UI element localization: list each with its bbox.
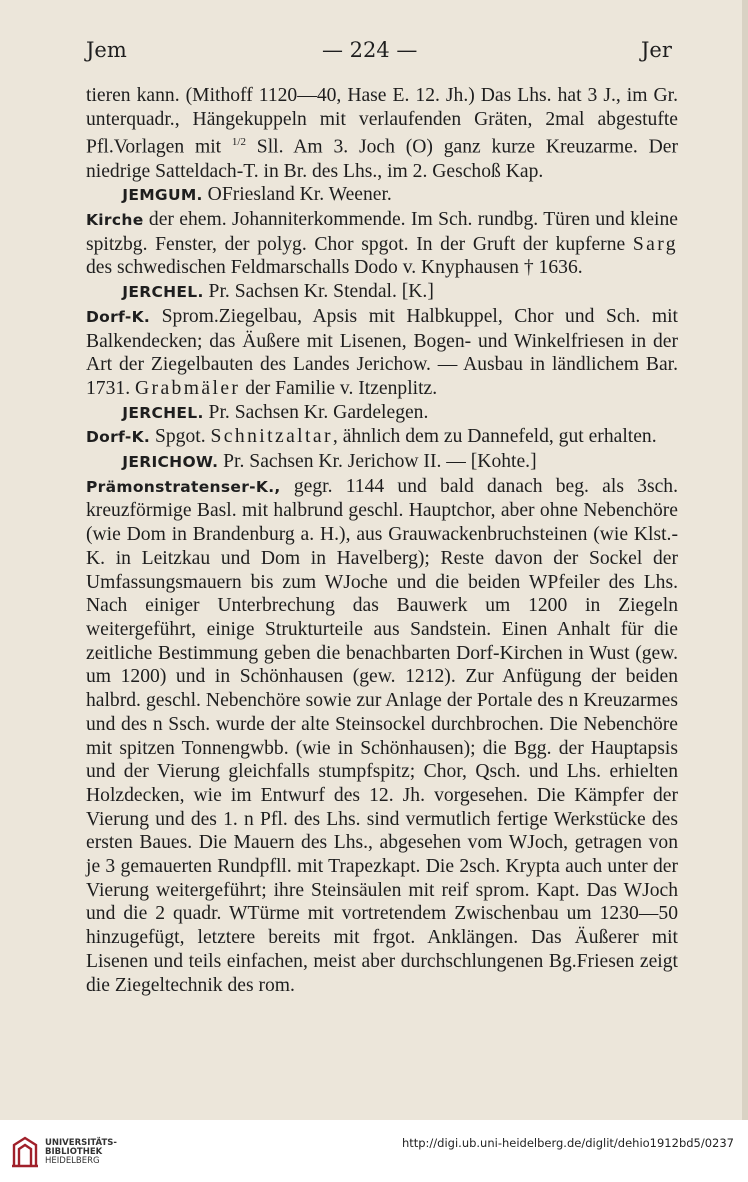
entry-heading-jerchel-gardelegen: JERCHEL. Pr. Sachsen Kr. Gardelegen.	[122, 401, 429, 423]
library-name-line-2: BIBLIOTHEK	[45, 1147, 103, 1157]
paragraph-continuation: tieren kann. (Mithoff 1120—40, Hase E. 12. Jh.) Das Lhs. hat 3 J., im Gr. unterquadr., Hängekuppeln mit verlaufenden Gräten, 2mal abgestufte Pfl.Vorlagen mit $^{1/2}$ Sll. Am 3. Joch (O) ganz kurze Kreuzarme. Der niedrige Satteldach-T. in Br. des Lhs., im 2. Geschoß Kap.	[86, 85, 678, 182]
entry-kirche: Kirche der ehem. Johanniterkommende. Im Sch. rundbg. Türen und kleine spitzbg. Fenster, der polyg. Chor spgot. In der Gruft der kupferne Sarg des schwedischen Feldmarschalls Dodo v. Knyphausen † 1636.	[86, 209, 678, 279]
library-name-line-3: HEIDELBERG	[45, 1156, 100, 1166]
entry-heading-jerchel-stendal: JERCHEL. Pr. Sachsen Kr. Stendal. [K.]	[122, 281, 434, 303]
page-number: — 224 —	[322, 38, 418, 62]
entry-praemonstratenser-kirche: Prämonstratenser-K., gegr. 1144 und bald danach beg. als 3sch. kreuzförmige Basl. mit halbrund geschl. Hauptchor, aber ohne Nebenchöre (wie Dom in Brandenburg a. H.), aus Grauwackenbruchsteinen (wie Klst.-K. in Leitzkau und Dom in Havelberg); Reste davon der Sockel der Umfassungsmauern bis zum WJoche und die beiden WPfeiler des Lhs. Nach einiger Unterbrechung das Bauwerk um 1200 in Ziegeln weitergeführt, einige Strukturteile aus Sandstein. Einen Anhalt für die zeitliche Bestimmung geben die benachbarten Dorf-Kirchen in Wust (gew. um 1200) und in Schönhausen (gew. 1212). Zur Anfügung der beiden halbrd. geschl. Nebenchöre sowie zur Anlage der Portale des n Kreuzarmes und des n Ssch. wurde der alte Steinsockel durchbrochen. Die Nebenchöre mit spitzen Tonnengwbb. (wie in Schönhausen); die Bgg. der Hauptapsis und der Vierung gleichfalls stumpfspitz; Chor, Qsch. und Lhs. erhielten Holzdecken, wie im Entwurf des 12. Jh. vorgesehen. Die Kämpfer der Vierung und des 1. n Pfl. des Lhs. sind vermutlich fertige Werkstücke des ersten Baues. Die Mauern des Lhs., abgesehen vom WJoch, getragen von je 3 gemauerten Rundpfll. mit Trapezkapt. Die 2sch. Krypta auch unter der Vierung weitergeführt; ihre Steinsäulen mit reif sprom. Kapt. Das WJoch und die 2 quadr. WTürme mit vortretendem Zwischenbau um 1230—50 hinzugefügt, letztere bereits mit frgot. Anklängen. Das Äußerer mit Lisenen und teils einfachen, meist aber durchschlungenen Bg.Friesen zeigt die Ziegeltechnik des rom.	[86, 475, 678, 996]
entry-heading-jemgum: JEMGUM. OFriesland Kr. Weener.	[122, 184, 392, 206]
entry-dorfkirche-gardelegen: Dorf-K. Spgot. Schnitzaltar, ähnlich dem zu Dannefeld, gut erhalten.	[86, 426, 657, 448]
library-logo-icon	[10, 1135, 40, 1169]
body-text	[86, 84, 678, 997]
entry-dorfkirche-stendal: Dorf-K. Sprom.Ziegelbau, Apsis mit Halbkuppel, Chor und Sch. mit Balkendecken; das Äußere mit Lisenen, Bogen- und Winkelfriesen in der Art der Ziegelbauten des Landes Jerichow. — Ausbau in ländlichem Bar. 1731. Grabmäler der Familie v. Itzenplitz.	[86, 305, 678, 399]
viewer-footer	[0, 1120, 748, 1182]
entry-heading-jerichow: JERICHOW. Pr. Sachsen Kr. Jerichow II. — [Kohte.]	[122, 451, 537, 473]
library-name-line-1: UNIVERSITÄTS-	[45, 1138, 117, 1148]
running-head-left: Jem	[86, 38, 127, 62]
permalink-url[interactable]: http://digi.ub.uni-heidelberg.de/diglit/dehio1912bd5/0237	[401, 1136, 734, 1150]
running-head-right: Jer	[641, 38, 672, 62]
